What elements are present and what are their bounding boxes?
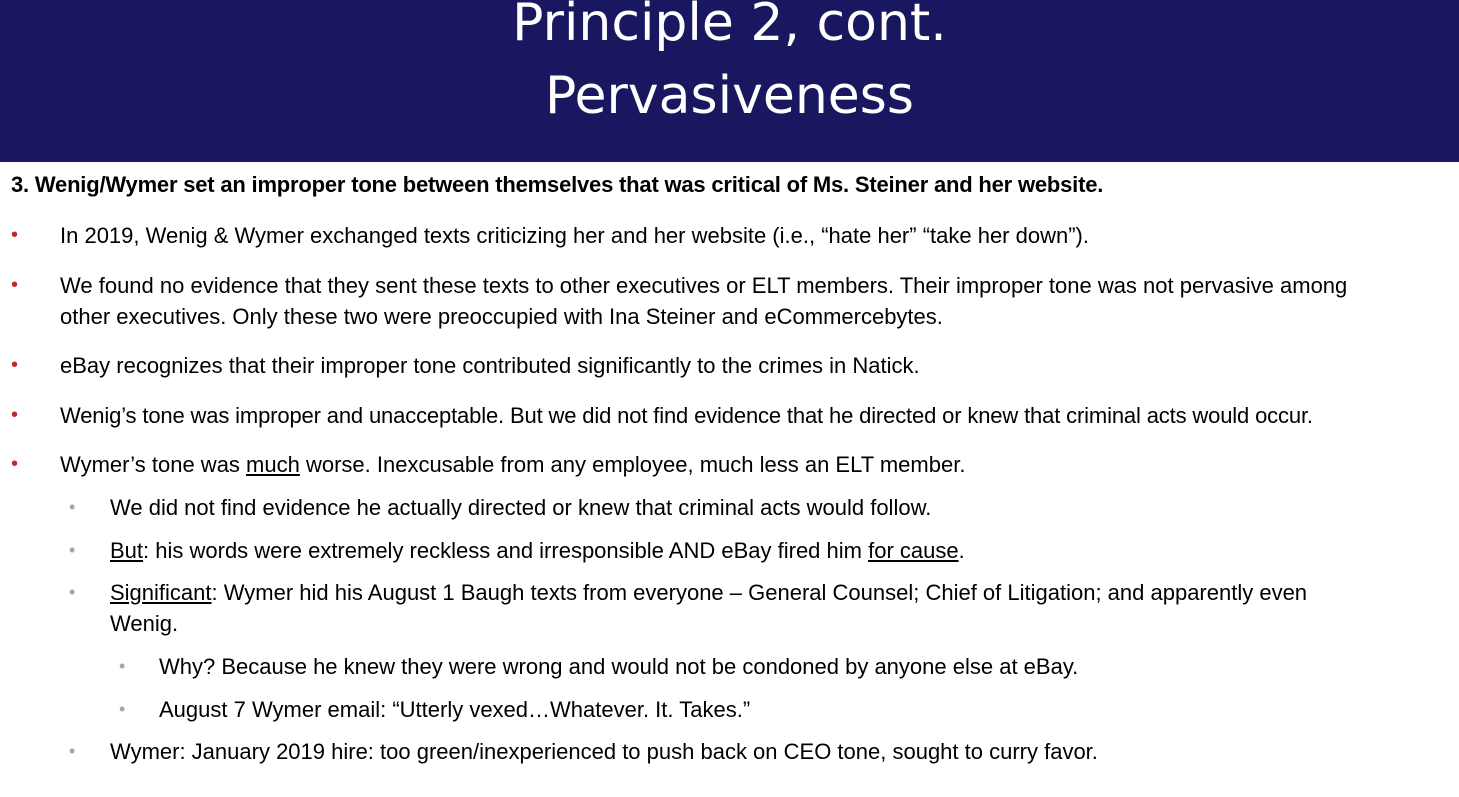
sub-list-item [110,535,1450,566]
underlined-text: But [110,538,144,563]
sub-bullet-icon: • [69,497,76,517]
title-band [0,0,1459,162]
list-item: Wenig’s tone was improper and unacceptable. But we did not find evidence that he directed or knew that criminal acts would occur. [60,403,1313,428]
list-item-text: Wymer’s tone was [60,452,247,477]
list-item-text: worse. Inexcusable from any employee, much less an ELT member. [299,452,966,477]
underlined-text: much [246,452,300,477]
sub-list-item: Wymer: January 2019 hire: too green/inexperienced to push back on CEO tone, sought to curry favor. [110,739,1098,764]
bullet-icon: • [11,404,19,426]
sub-list-item [110,577,1450,639]
section-heading: 3. Wenig/Wymer set an improper tone between themselves that was critical of Ms. Steiner and her website. [11,172,1104,197]
underlined-text: for cause [868,538,959,563]
list-item-line: We found no evidence that they sent these texts to other executives or ELT members. Their improper tone was not pervasive among [60,273,1348,298]
list-item [60,270,1456,332]
bullet-icon: • [11,274,19,296]
list-item: eBay recognizes that their improper tone contributed significantly to the crimes in Natick. [60,353,920,378]
slide-subtitle: Pervasiveness [545,66,914,126]
sub-sub-bullet-icon: • [119,699,126,719]
sub-bullet-icon: • [69,540,76,560]
slide-title: Principle 2, cont. [512,0,947,53]
list-item-text: : Wymer hid his August 1 Baugh texts from everyone – General Counsel; Chief of Litigation; and apparently even [211,580,1308,605]
list-item-line: other executives. Only these two were preoccupied with Ina Steiner and eCommercebytes. [60,304,943,329]
sub-list-item: We did not find evidence he actually directed or knew that criminal acts would follow. [110,495,932,520]
sub-bullet-icon: • [69,582,76,602]
sub-sub-bullet-icon: • [119,656,126,676]
sub-sub-list-item: Why? Because he knew they were wrong and would not be condoned by anyone else at eBay. [159,654,1079,679]
bullet-icon: • [11,453,19,475]
list-item: In 2019, Wenig & Wymer exchanged texts criticizing her and her website (i.e., “hate her” “take her down”). [60,223,1089,248]
list-item-text: . [958,538,965,563]
sub-bullet-icon: • [69,741,76,761]
underlined-text: Significant [110,580,212,605]
list-item [60,449,1456,480]
list-item-text: : his words were extremely reckless and irresponsible AND eBay fired him [143,538,869,563]
sub-sub-list-item: August 7 Wymer email: “Utterly vexed…Whatever. It. Takes.” [159,697,751,722]
list-item-text: Wenig. [110,611,179,636]
bullet-icon: • [11,354,19,376]
bullet-icon: • [11,224,19,246]
